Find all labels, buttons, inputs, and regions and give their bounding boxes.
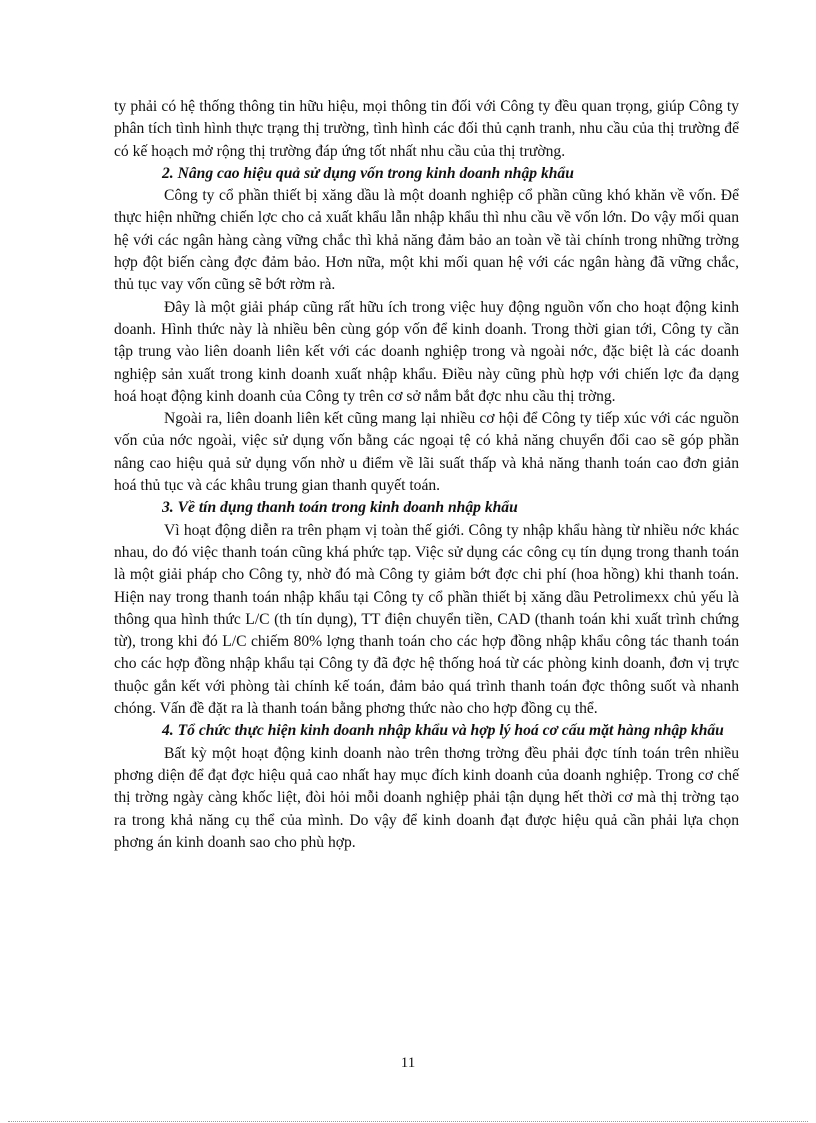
page-bottom-divider xyxy=(8,1121,808,1122)
heading-section-2: 2. Nâng cao hiệu quả sử dụng vốn trong kinh doanh nhập khẩu xyxy=(162,164,574,182)
paragraph-capital-needs: Công ty cổ phần thiết bị xăng dầu là một doanh nghiệp cổ phần cũng khó khăn về vốn. Để thực hiện những chiến lợc cho cả xuất khẩu lẫn nhập khẩu thì nhu cầu về vốn lớn. Do vậy mối quan hệ với các ngân hàng càng vững chắc thì khả năng đảm bảo an toàn về tài chính trong những trờng hợp đột biến càng đợc đảm bảo. Hơn nữa, một khi mối quan hệ với các ngân hàng đã vững chắc, thủ tục vay vốn cũng sẽ bớt rờm rà. xyxy=(114,187,739,294)
paragraph-information-system: ty phải có hệ thống thông tin hữu hiệu, mọi thông tin đối với Công ty đều quan trọng, giúp Công ty phân tích tình hình thực trạng thị trường, tình hình các đối thủ cạnh tranh, nhu cầu của thị trường để có kế hoạch mở rộng thị trường đáp ứng tốt nhất nhu cầu của thị trường. xyxy=(114,98,739,160)
heading-section-4: 4. Tổ chức thực hiện kinh doanh nhập khẩu và hợp lý hoá cơ cấu mặt hàng nhập khẩu xyxy=(162,722,724,740)
paragraph-foreign-capital: Ngoài ra, liên doanh liên kết cũng mang lại nhiều cơ hội để Công ty tiếp xúc với các nguồn vốn của nớc ngoài, việc sử dụng vốn bằng các ngoại tệ có khả năng chuyển đổi cao sẽ góp phần nâng cao hiệu quả sử dụng vốn nhờ u điểm về lãi suất thấp và khả năng thanh toán cao đơn giản hoá thủ tục và các khâu trung gian thanh quyết toán. xyxy=(114,410,739,495)
paragraph-business-plan: Bất kỳ một hoạt động kinh doanh nào trên thơng trờng đều phải đợc tính toán trên nhiều phơng diện để đạt đợc hiệu quả cao nhất hay mục đích kinh doanh của doanh nghiệp. Trong cơ chế thị trờng ngày càng khốc liệt, đòi hỏi mỗi doanh nghiệp phải tận dụng hết thời cơ mà thị trờng tạo ra trong khả năng cụ thể của mình. Do vậy để kinh doanh đạt được hiệu quả cần phải lựa chọn phơng án kinh doanh sao cho phù hợp. xyxy=(114,744,739,851)
paragraph-joint-venture: Đây là một giải pháp cũng rất hữu ích trong việc huy động nguồn vốn cho hoạt động kinh doanh. Hình thức này là nhiều bên cùng góp vốn để kinh doanh. Trong thời gian tới, Công ty cần tập trung vào liên doanh liên kết với các doanh nghiệp trong và ngoài nớc, đặc biệt là các doanh nghiệp sản xuất trong kinh doanh xuất nhập khẩu. Điều này cũng phù hợp với chiến lợc đa dạng hoá hoạt động kinh doanh của Công ty trên cơ sở nắm bắt đợc nhu cầu thị trờng. xyxy=(114,298,739,405)
paragraph-payment-credit: Vì hoạt động diễn ra trên phạm vị toàn thế giới. Công ty nhập khẩu hàng từ nhiều nớc khác nhau, do đó việc thanh toán cũng khá phức tạp. Việc sử dụng các công cụ tín dụng trong thanh toán là một giải pháp cho Công ty, nhờ đó mà Công ty giảm bớt đợc chi phí (hoa hồng) khi thanh toán. Hiện nay trong thanh toán nhập khẩu tại Công ty cổ phần thiết bị xăng dầu Petrolimexx chủ yếu là thông qua hình thức L/C (th tín dụng), TT điện chuyển tiền, CAD (thanh toán khi xuất trình chứng từ), trong khi đó L/C chiếm 80% lợng thanh toán cho các hợp đồng nhập khẩu công tác thanh toán cho các hợp đồng nhập khẩu tại Công ty đã đợc hệ thống hoá từ các phòng kinh doanh, đơn vị trực thuộc gắn kết với phòng tài chính kế toán, đảm bảo quá trình thanh toán đợc thông suốt và nhanh chóng. Vấn đề đặt ra là thanh toán bằng phơng thức nào cho hợp đồng cụ thể. xyxy=(114,521,739,718)
page-number: 11 xyxy=(400,1055,416,1071)
heading-section-3: 3. Về tín dụng thanh toán trong kinh doanh nhập khẩu xyxy=(162,499,518,517)
document-page xyxy=(114,96,739,854)
